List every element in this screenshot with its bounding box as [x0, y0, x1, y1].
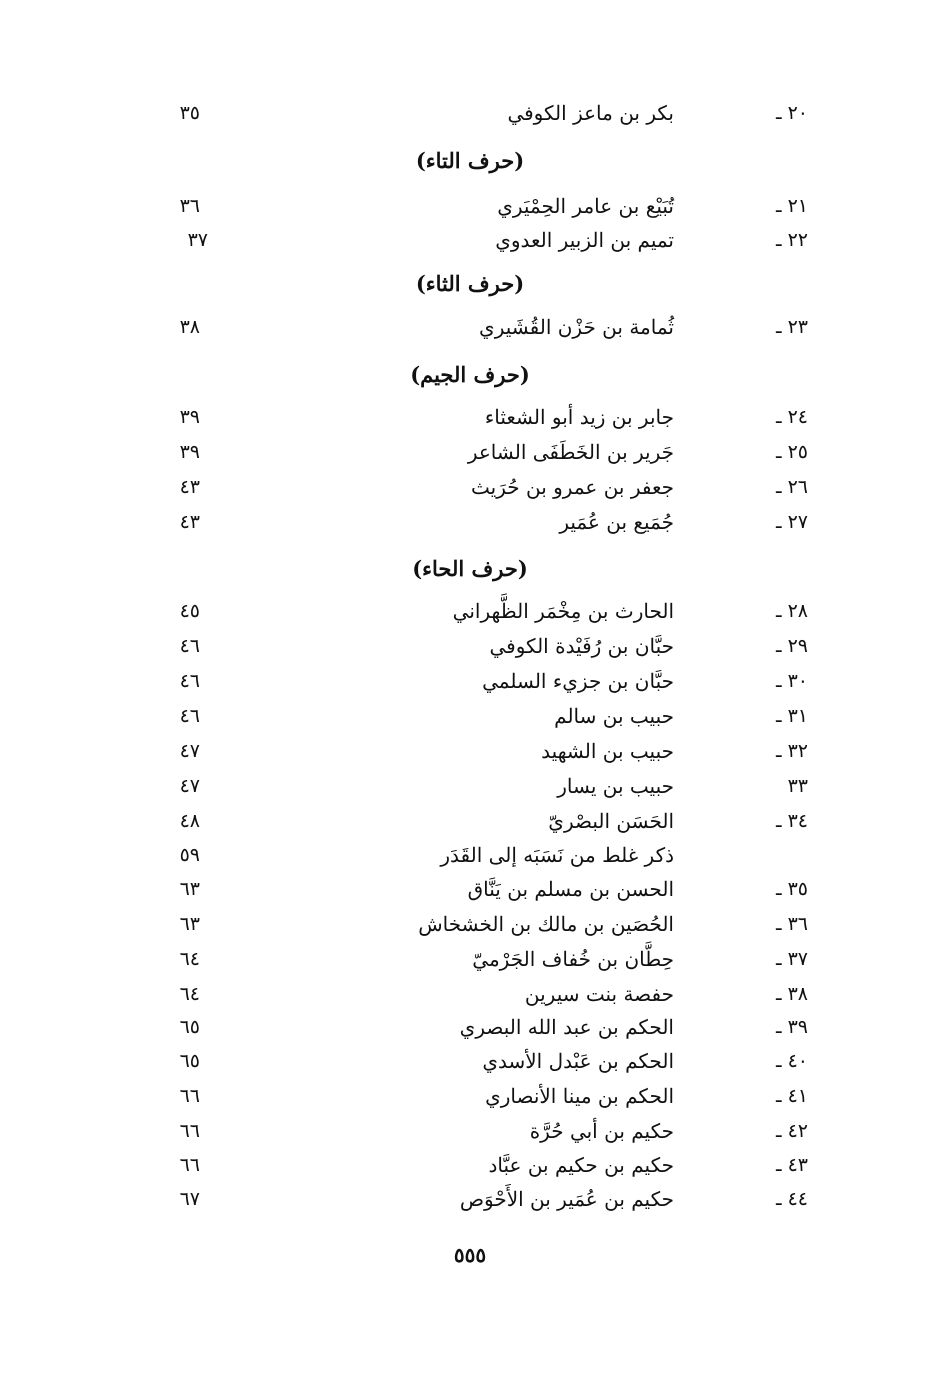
entry-name: الحُصَين بن مالك بن الخشخاش [418, 912, 674, 936]
entry-page-number: ٣٧ [187, 229, 208, 251]
entry-page-number: ٦٦ [179, 1154, 200, 1176]
entry-page-number: ٦٦ [179, 1120, 200, 1142]
entry-number: ٢٨ ـ [775, 600, 808, 622]
entry-page-number: ٦٣ [179, 913, 200, 935]
entry-name: تُبَيْع بن عامر الحِمْيَري [497, 194, 674, 218]
entry-name: الحكم بن عبد الله البصري [459, 1015, 674, 1039]
entry-name: بكر بن ماعز الكوفي [507, 101, 674, 125]
entry-page-number: ٤٧ [179, 740, 200, 762]
entry-page-number: ٣٩ [179, 441, 200, 463]
index-subentry [0, 838, 934, 872]
entry-number: ٢٧ ـ [775, 511, 808, 533]
entry-page-number: ٤٦ [179, 705, 200, 727]
entry-name: جعفر بن عمرو بن حُرَيث [471, 475, 674, 499]
entry-number: ٤٣ ـ [775, 1154, 808, 1176]
entry-number: ٤٤ ـ [775, 1188, 808, 1210]
index-entry [0, 907, 934, 941]
index-entry [0, 400, 934, 434]
entry-name: حبَّان بن رُفَيْدة الكوفي [489, 634, 674, 658]
entry-name: حبَّان بن جزيء السلمي [482, 669, 674, 693]
index-entry [0, 734, 934, 768]
entry-number: ٤١ ـ [775, 1085, 808, 1107]
entry-number: ٣٣ [787, 775, 808, 797]
index-entry [0, 470, 934, 504]
entry-name: الحكم بن مينا الأنصاري [485, 1084, 674, 1108]
entry-number: ٣٩ ـ [775, 1016, 808, 1038]
entry-number: ٤٠ ـ [775, 1050, 808, 1072]
entry-page-number: ٤٧ [179, 775, 200, 797]
entry-number: ٢٣ ـ [775, 316, 808, 338]
entry-page-number: ٦٧ [179, 1188, 200, 1210]
index-entry [0, 310, 934, 344]
entry-name: جَرير بن الخَطَفَى الشاعر [467, 440, 674, 464]
section-heading-tha: (حرف الثاء) [415, 271, 525, 296]
entry-page-number: ٤٦ [179, 635, 200, 657]
section-heading-ta: (حرف التاء) [415, 148, 525, 173]
entry-page-number: ٤٣ [179, 511, 200, 533]
entry-name: حفصة بنت سيرين [524, 982, 674, 1006]
section-heading-ha: (حرف الحاء) [412, 556, 528, 581]
entry-number: ٢١ ـ [775, 195, 808, 217]
index-entry [0, 223, 934, 257]
entry-name: ثُمامة بن حَزْن القُشَيري [479, 315, 674, 339]
entry-number: ٤٢ ـ [775, 1120, 808, 1142]
index-entry [0, 435, 934, 469]
entry-number: ٢٢ ـ [775, 229, 808, 251]
entry-page-number: ٣٨ [179, 316, 200, 338]
index-entry [0, 1010, 934, 1044]
entry-number: ٣٥ ـ [775, 878, 808, 900]
entry-page-number: ٤٣ [179, 476, 200, 498]
entry-name: حبيب بن سالم [554, 704, 674, 728]
entry-name: حكيم بن حكيم بن عبَّاد [488, 1153, 674, 1177]
entry-number: ٣٤ ـ [775, 810, 808, 832]
entry-name: جُمَيع بن عُمَير [559, 510, 674, 534]
entry-number: ٢٤ ـ [775, 406, 808, 428]
entry-name: ذكر غلط من نَسَبَه إلى القَدَر [440, 843, 674, 867]
entry-number: ٢٠ ـ [775, 102, 808, 124]
entry-name: حِطَّان بن خُفاف الجَرْميّ [472, 947, 674, 971]
index-entry [0, 872, 934, 906]
index-entry [0, 189, 934, 223]
entry-page-number: ٤٦ [179, 670, 200, 692]
index-entry [0, 1182, 934, 1216]
index-entry [0, 1114, 934, 1148]
entry-number: ٣٢ ـ [775, 740, 808, 762]
entry-name: الحَسَن البصْريّ [548, 809, 674, 833]
page-number: ٥٥٥ [453, 1243, 487, 1267]
entry-page-number: ٦٣ [179, 878, 200, 900]
entry-page-number: ٤٨ [179, 810, 200, 832]
entry-number: ٣٠ ـ [775, 670, 808, 692]
entry-page-number: ٤٥ [179, 600, 200, 622]
entry-page-number: ٦٥ [179, 1050, 200, 1072]
entry-name: حبيب بن يسار [557, 774, 674, 798]
entry-page-number: ٦٤ [179, 948, 200, 970]
section-heading-jim: (حرف الجيم) [410, 362, 530, 387]
index-entry [0, 1148, 934, 1182]
index-entry [0, 664, 934, 698]
entry-name: حبيب بن الشهيد [541, 739, 674, 763]
entry-number: ٣٨ ـ [775, 983, 808, 1005]
index-entry [0, 96, 934, 130]
index-entry [0, 505, 934, 539]
index-entry [0, 942, 934, 976]
entry-page-number: ٣٩ [179, 406, 200, 428]
entry-page-number: ٣٦ [179, 195, 200, 217]
index-entry [0, 804, 934, 838]
index-entry [0, 977, 934, 1011]
entry-number: ٣٦ ـ [775, 913, 808, 935]
entry-name: الحارث بن مِخْمَر الظَّهراني [452, 599, 674, 623]
entry-page-number: ٦٤ [179, 983, 200, 1005]
entry-page-number: ٦٦ [179, 1085, 200, 1107]
entry-number: ٣٧ ـ [775, 948, 808, 970]
entry-page-number: ٥٩ [179, 844, 200, 866]
entry-name: الحسن بن مسلم بن يَنَّاق [467, 877, 674, 901]
entry-number: ٢٩ ـ [775, 635, 808, 657]
index-entry [0, 1044, 934, 1078]
entry-name: حكيم بن أبي حُرَّة [529, 1119, 674, 1143]
entry-page-number: ٦٥ [179, 1016, 200, 1038]
entry-number: ٢٥ ـ [775, 441, 808, 463]
entry-name: جابر بن زيد أبو الشعثاء [484, 405, 674, 429]
entry-name: الحكم بن عَبْدل الأسدي [482, 1049, 674, 1073]
index-entry [0, 769, 934, 803]
entry-number: ٣١ ـ [775, 705, 808, 727]
index-entry [0, 629, 934, 663]
index-entry [0, 1079, 934, 1113]
entry-name: تميم بن الزبير العدوي [495, 228, 674, 252]
entry-name: حكيم بن عُمَير بن الأَحْوَص [459, 1187, 674, 1211]
entry-number: ٢٦ ـ [775, 476, 808, 498]
index-entry [0, 594, 934, 628]
index-entry [0, 699, 934, 733]
entry-page-number: ٣٥ [179, 102, 200, 124]
